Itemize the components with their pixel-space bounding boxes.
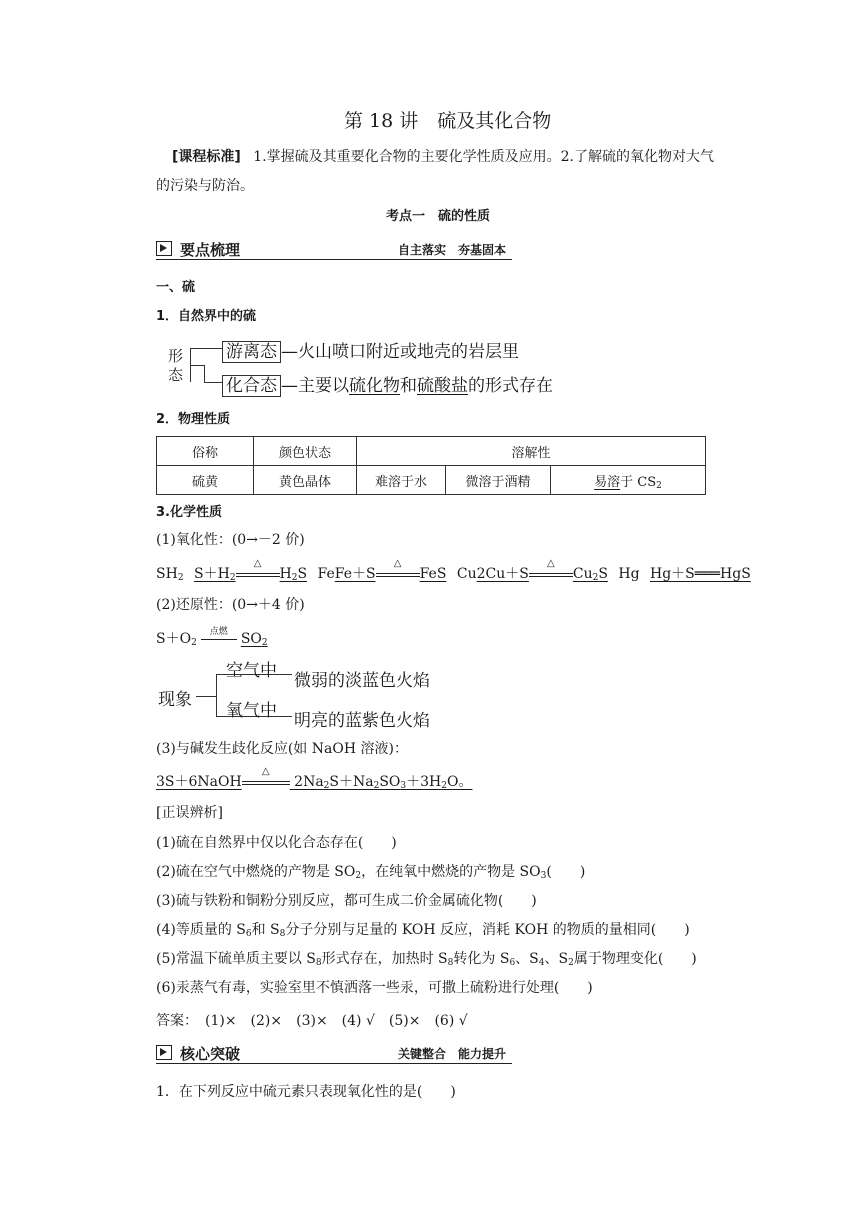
table-header-cell: 颜色状态 [254,437,357,466]
fe-equation: Fe＋S △ FeS [334,558,447,582]
table-cell: 硫黄 [157,466,254,495]
heat-equals: △ [529,567,573,581]
fe-label: Fe [317,566,335,582]
physical-properties-table [156,436,706,495]
forms-bracket-mid [190,365,204,366]
judge-item-2: (2)硫在空气中燃烧的产物是 $SO_2$，在纯氧中燃烧的产物是 $SO_3$( ) [156,864,586,881]
heat-equals: △ [236,567,280,581]
judge-item-6: (6)汞蒸气有毒，实验室里不慎洒落一些汞，可撒上硫粉进行处理( ) [156,980,593,996]
course-standard-label: [课程标准] [172,149,241,165]
table-header-cell: 溶解性 [357,437,706,466]
play-icon [160,244,167,252]
phenomena-diagram [158,656,478,731]
table-row [157,466,706,495]
oxidizing-heading: (1)氧化性：(0→－2 价) [156,532,305,548]
hg-equation: Hg＋S═══HgS [650,566,751,582]
table-cell: 黄色晶体 [254,466,357,495]
judge-item-1: (1)硫在自然界中仅以化合态存在( ) [156,835,397,851]
oxidation-reactions [156,558,751,583]
h2-equation: $S+H_2$ △ $H_2S$ [194,558,308,583]
form-combined-state: 化合态 —主要以硫化物和硫酸盐的形式存在 [222,371,553,396]
heading-physical: 2．物理性质 [156,412,231,427]
course-standard-line2: 的污染与防治。 [156,178,254,194]
forms-label-1: 形 [168,347,184,365]
heat-equals: △ [242,775,290,789]
section-subtitle: 自主落实 夯基固本 [397,243,506,257]
form-free-state: 游离态 —火山喷口附近或地壳的岩层里 [222,337,519,362]
forms-bracket-bottom2 [204,382,222,383]
cu-equation: 2Cu＋S △ $Cu_2S$ [476,558,608,583]
table-header-row [157,437,706,466]
section-title: 核心突破 [180,1045,241,1063]
reducing-heading: (2)还原性：(0→＋4 价) [156,597,305,613]
phenomena-oxygen-desc: 明亮的蓝紫色火焰 [294,711,430,731]
table-cell: 易溶于 $CS_2$ [551,466,706,495]
judge-item-4: (4)等质量的 $S_6$和 $S_8$分子分别与足量的 KOH 反应，消耗 KOH 的物质的量相同( ) [156,922,690,939]
section-divider [156,1063,512,1064]
forms-diagram [160,334,580,396]
heading-chemical: 3.化学性质 [156,505,222,520]
phenomena-oxygen: 氧气中 [226,701,277,721]
section-subtitle: 关键整合 能力提升 [397,1047,506,1061]
section-header-key-points [156,238,512,260]
cu-label: Cu [456,566,477,582]
heading-sulfur: 一、硫 [156,280,196,295]
ignite-arrow: 点燃 [201,632,237,646]
table-cell: 微溶于酒精 [446,466,551,495]
judge-item-3: (3)硫与铁粉和铜粉分别反应，都可生成二价金属硫化物( ) [156,893,537,909]
disproportionation-heading: (3)与碱发生歧化反应(如 NaOH 溶液)： [156,741,408,757]
section-header-core [156,1042,512,1064]
phenomena-air: 空气中 [226,661,277,681]
phenomena-air-desc: 微弱的淡蓝色火焰 [294,671,430,691]
play-icon [160,1048,167,1056]
heat-equals: △ [376,567,420,581]
phenomena-bracket [216,674,217,716]
phenomena-label: 现象 [158,690,192,710]
topic-heading: 考点一 硫的性质 [386,209,491,224]
forms-bracket-top [190,348,222,349]
judge-title: [正误辨析] [156,805,223,821]
heading-nature: 1．自然界中的硫 [156,309,257,324]
section-title: 要点梳理 [180,241,241,259]
answer-line: 答案： (1)× (2)× (3)× (4) √ (5)× (6) √ [156,1013,468,1029]
forms-bracket-bottom [204,365,205,382]
section-divider [156,259,512,260]
phenomena-connector [196,696,216,697]
oxygen-equation: $S+O_2$ 点燃 $SO_2$ [156,627,268,648]
judge-item-5: (5)常温下硫单质主要以 $S_8$形式存在，加热时 $S_8$转化为 $S_6$、$S_4$、$S_2$属于物理变化( ) [156,951,697,968]
disproportionation-equation: 3S＋6NaOH △ $2Na_2S+Na_2SO_3+3H_2O$。 [156,766,473,791]
h2-label: $SH_2$ [156,566,184,583]
page-title: 第 18 讲 硫及其化合物 [344,110,552,132]
course-standard-text1: 1.掌握硫及其重要化合物的主要化学性质及应用。2.了解硫的氧化物对大气 [253,149,714,165]
course-standard-line1 [172,146,714,166]
table-cell: 难溶于水 [357,466,446,495]
table-header-cell: 俗称 [157,437,254,466]
forms-label-2: 态 [168,366,184,384]
hg-label: Hg [618,566,640,582]
question-1: 1．在下列反应中硫元素只表现氧化性的是( ) [156,1084,456,1100]
